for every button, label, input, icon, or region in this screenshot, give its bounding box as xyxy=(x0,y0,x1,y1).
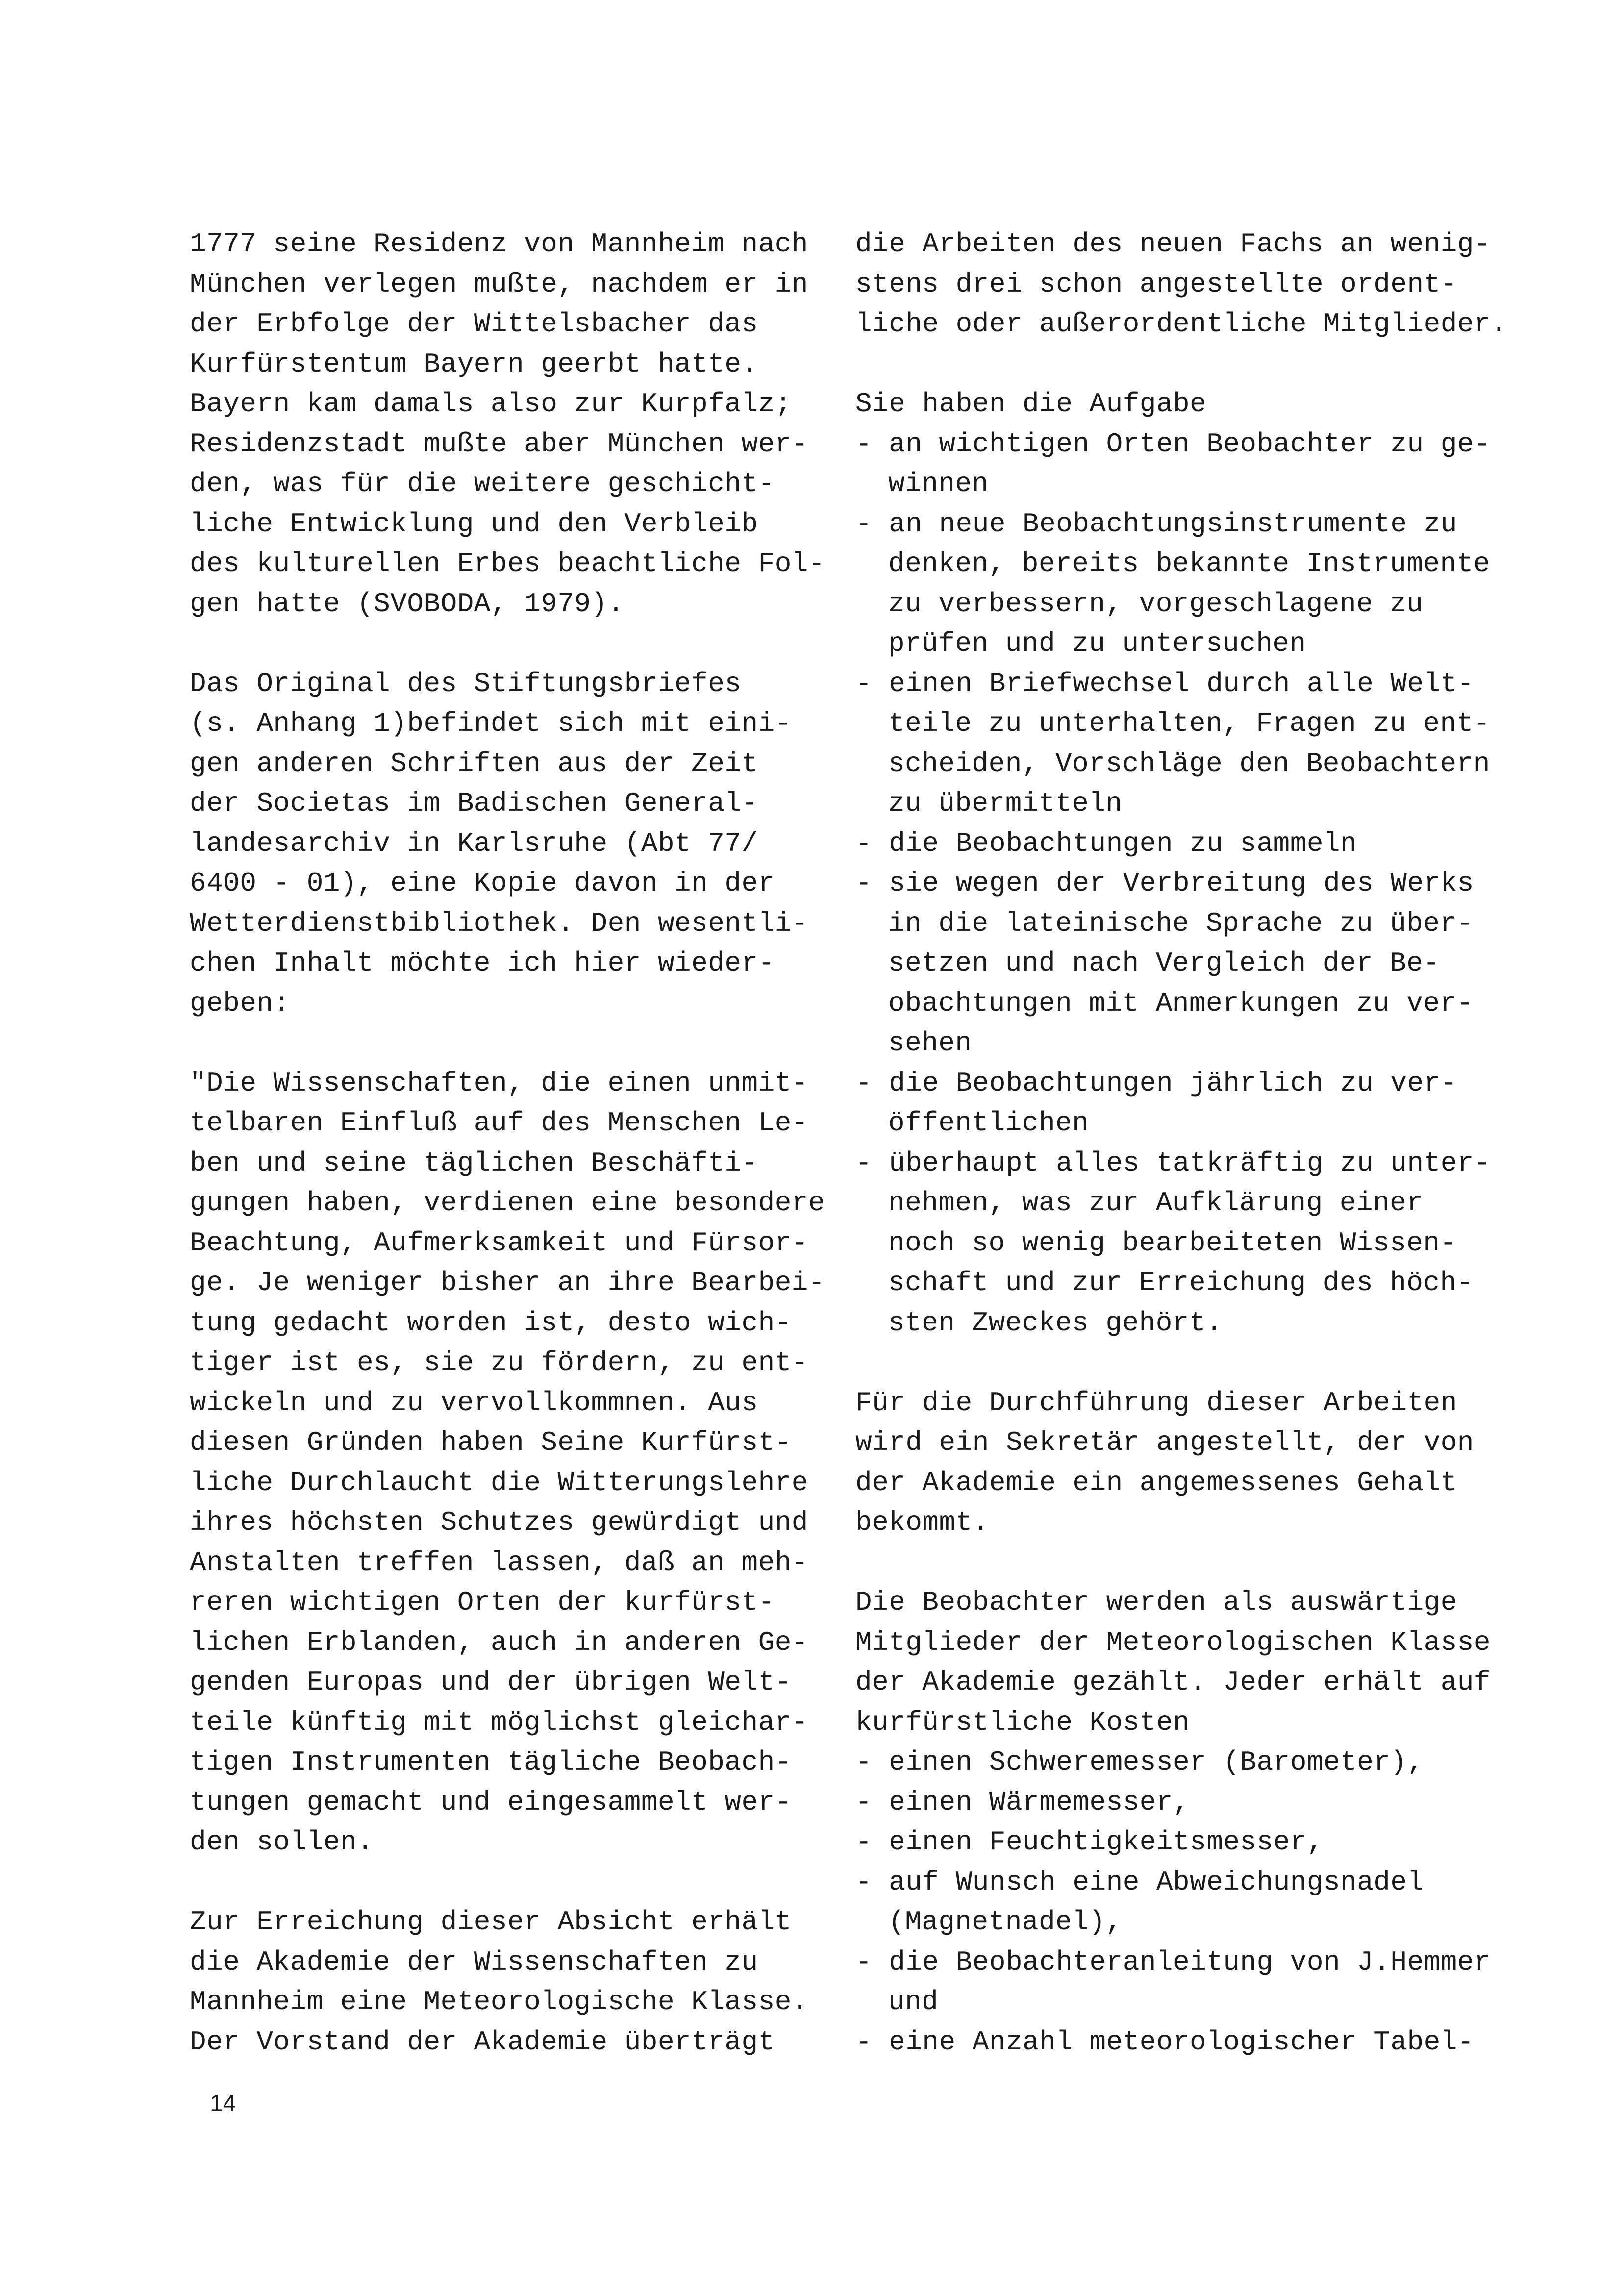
text-line: Residenzstadt mußte aber München wer- xyxy=(190,428,808,460)
text-line: der Akademie gezählt. Jeder erhält auf xyxy=(855,1667,1491,1698)
paragraph-gap xyxy=(190,1023,827,1064)
paragraph-gap xyxy=(855,1343,1620,1383)
text-line: tiger ist es, sie zu fördern, zu ent- xyxy=(190,1347,808,1378)
text-line: genden Europas und der übrigen Welt- xyxy=(190,1667,792,1698)
text-line: landesarchiv in Karlsruhe (Abt 77/ xyxy=(190,827,758,859)
text-line: diesen Gründen haben Seine Kurfürst- xyxy=(190,1427,792,1458)
list-item-continuation: sten Zweckes gehört. xyxy=(888,1307,1223,1339)
text-line: tung gedacht worden ist, desto wich- xyxy=(190,1307,792,1339)
text-line: der Akademie ein angemessenes Gehalt xyxy=(855,1467,1457,1498)
text-line: den sollen. xyxy=(190,1826,374,1858)
text-line: bekommt. xyxy=(855,1507,989,1538)
list-item-continuation: setzen und nach Vergleich der Be- xyxy=(888,948,1440,979)
text-line: teile künftig mit möglichst gleichar- xyxy=(190,1706,808,1738)
text-line: der Societas im Badischen General- xyxy=(190,788,758,819)
list-item-line: - auf Wunsch eine Abweichungsnadel xyxy=(855,1866,1424,1898)
list-item-line: - die Beobachtungen zu sammeln xyxy=(855,827,1357,859)
list-item-line: - an wichtigen Orten Beobachter zu ge- xyxy=(855,428,1491,460)
list-item-line: - einen Feuchtigkeitsmesser, xyxy=(855,1826,1324,1858)
list-item-line: - einen Wärmemesser, xyxy=(855,1786,1190,1818)
text-line: geben: xyxy=(190,987,290,1019)
list-item-continuation: noch so wenig bearbeiteten Wissen- xyxy=(888,1227,1457,1259)
list-item-continuation: winnen xyxy=(888,468,989,499)
list-item-line: - die Beobachtungen jährlich zu ver- xyxy=(855,1067,1457,1099)
text-line: 1777 seine Residenz von Mannheim nach xyxy=(190,228,808,260)
text-line: gen hatte (SVOBODA, 1979). xyxy=(190,588,625,620)
text-line: München verlegen mußte, nachdem er in xyxy=(190,268,808,300)
text-line: des kulturellen Erbes beachtliche Fol- xyxy=(190,548,825,579)
text-line: Anstalten treffen lassen, daß an meh- xyxy=(190,1546,808,1578)
text-line: wird ein Sekretär angestellt, der von xyxy=(855,1427,1474,1458)
list-item-line: - die Beobachteranleitung von J.Hemmer xyxy=(855,1946,1491,1978)
text-line: tungen gemacht und eingesammelt wer- xyxy=(190,1786,792,1818)
text-line: liche oder außerordentliche Mitglieder. xyxy=(855,308,1508,340)
text-line: lichen Erblanden, auch in anderen Ge- xyxy=(190,1626,808,1658)
list-item-continuation: prüfen und zu untersuchen xyxy=(888,628,1306,659)
text-line: Sie haben die Aufgabe xyxy=(855,388,1207,420)
text-line: Der Vorstand der Akademie überträgt xyxy=(190,2026,775,2058)
text-line: ihres höchsten Schutzes gewürdigt und xyxy=(190,1507,808,1538)
list-item-continuation: zu übermitteln xyxy=(888,788,1123,819)
list-item-continuation: (Magnetnadel), xyxy=(888,1906,1123,1938)
text-line: (s. Anhang 1)befindet sich mit eini- xyxy=(190,708,792,739)
text-line: liche Entwicklung und den Verbleib xyxy=(190,508,758,540)
text-line: stens drei schon angestellte ordent- xyxy=(855,268,1457,300)
list-item-continuation: denken, bereits bekannte Instrumente xyxy=(888,548,1490,579)
paragraph-gap xyxy=(190,1863,827,1903)
paragraph-gap xyxy=(855,345,1620,385)
list-item-line: - eine Anzahl meteorologischer Tabel- xyxy=(855,2026,1474,2058)
text-line: "Die Wissenschaften, die einen unmit- xyxy=(190,1067,808,1099)
list-item-continuation: öffentlichen xyxy=(888,1107,1089,1139)
text-line: Das Original des Stiftungsbriefes xyxy=(190,668,742,699)
text-line: telbaren Einfluß auf des Menschen Le- xyxy=(190,1107,808,1139)
list-item-continuation: scheiden, Vorschläge den Beobachtern xyxy=(888,748,1490,779)
text-line: kurfürstliche Kosten xyxy=(855,1706,1190,1738)
text-line: reren wichtigen Orten der kurfürst- xyxy=(190,1587,775,1618)
paragraph-gap xyxy=(190,624,827,664)
list-item-continuation: teile zu unterhalten, Fragen zu ent- xyxy=(888,708,1490,739)
text-line: Kurfürstentum Bayern geerbt hatte. xyxy=(190,348,758,380)
text-line: Mitglieder der Meteorologischen Klasse xyxy=(855,1626,1491,1658)
text-line: wickeln und zu vervollkommnen. Aus xyxy=(190,1387,758,1419)
list-item-line: - an neue Beobachtungsinstrumente zu xyxy=(855,508,1457,540)
text-line: Zur Erreichung dieser Absicht erhält xyxy=(190,1906,792,1938)
paragraph-gap xyxy=(855,1543,1620,1583)
text-line: gen anderen Schriften aus der Zeit xyxy=(190,748,758,779)
list-item-continuation: sehen xyxy=(888,1027,972,1059)
list-item-line: - überhaupt alles tatkräftig zu unter- xyxy=(855,1147,1491,1179)
list-item-continuation: nehmen, was zur Aufklärung einer xyxy=(888,1187,1424,1219)
page-number: 14 xyxy=(210,2091,236,2117)
list-item-line: - sie wegen der Verbreitung des Werks xyxy=(855,868,1474,899)
list-item-continuation: zu verbessern, vorgeschlagene zu xyxy=(888,588,1424,620)
list-item-continuation: schaft und zur Erreichung des höch- xyxy=(888,1267,1474,1298)
text-line: den, was für die weitere geschicht- xyxy=(190,468,775,499)
list-item-continuation: in die lateinische Sprache zu über- xyxy=(888,907,1474,939)
text-line: gungen haben, verdienen eine besondere xyxy=(190,1187,825,1219)
text-line: 6400 - 01), eine Kopie davon in der xyxy=(190,868,775,899)
list-item-line: - einen Briefwechsel durch alle Welt- xyxy=(855,668,1474,699)
list-item-line: - einen Schweremesser (Barometer), xyxy=(855,1746,1424,1778)
text-line: die Arbeiten des neuen Fachs an wenig- xyxy=(855,228,1491,260)
text-line: chen Inhalt möchte ich hier wieder- xyxy=(190,948,775,979)
text-line: ben und seine täglichen Beschäfti- xyxy=(190,1147,758,1179)
text-line: Wetterdienstbibliothek. Den wesentli- xyxy=(190,907,808,939)
text-line: Die Beobachter werden als auswärtige xyxy=(855,1587,1457,1618)
right-text-column xyxy=(855,224,1620,2062)
text-line: Für die Durchführung dieser Arbeiten xyxy=(855,1387,1457,1419)
text-line: die Akademie der Wissenschaften zu xyxy=(190,1946,758,1978)
text-line: ge. Je weniger bisher an ihre Bearbei- xyxy=(190,1267,825,1298)
list-item-continuation: obachtungen mit Anmerkungen zu ver- xyxy=(888,987,1474,1019)
text-line: Beachtung, Aufmerksamkeit und Fürsor- xyxy=(190,1227,808,1259)
left-text-column xyxy=(190,224,827,2062)
text-line: liche Durchlaucht die Witterungslehre xyxy=(190,1467,808,1498)
list-item-continuation: und xyxy=(888,1986,939,2018)
text-line: Mannheim eine Meteorologische Klasse. xyxy=(190,1986,808,2018)
text-line: der Erbfolge der Wittelsbacher das xyxy=(190,308,758,340)
text-line: Bayern kam damals also zur Kurpfalz; xyxy=(190,388,792,420)
text-line: tigen Instrumenten tägliche Beobach- xyxy=(190,1746,792,1778)
